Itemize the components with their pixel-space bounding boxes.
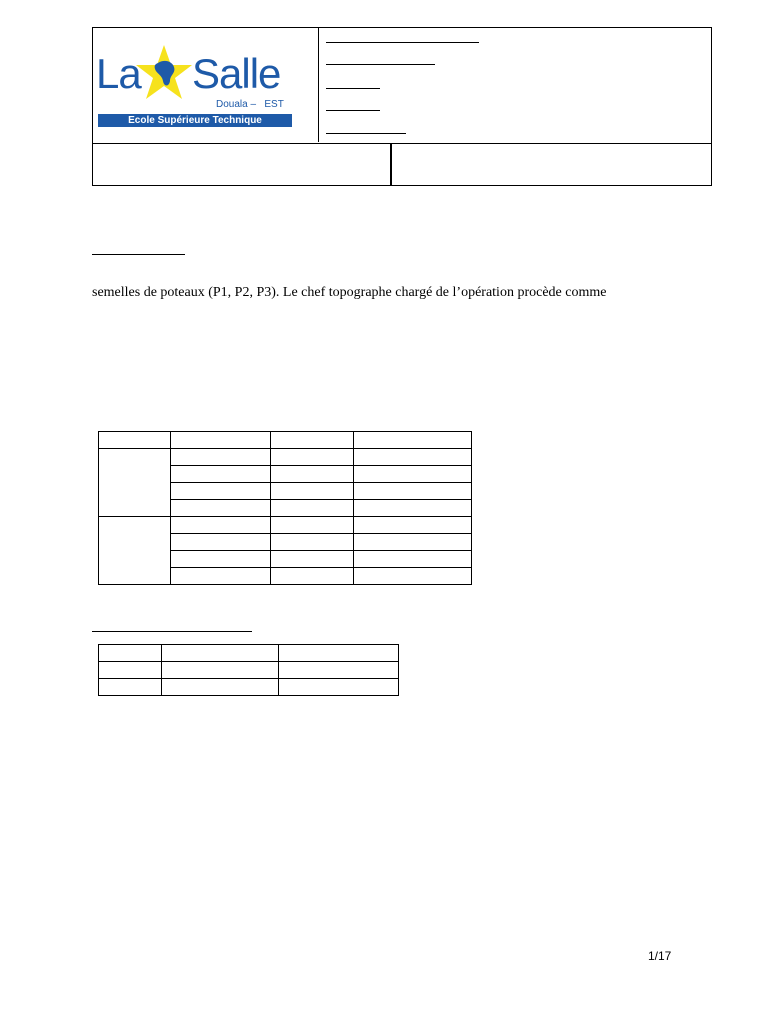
section-heading-line (92, 254, 185, 255)
table-header-cell (171, 432, 271, 449)
header-field-line-1 (326, 42, 479, 43)
table-cell (99, 679, 162, 696)
table-cell (354, 500, 472, 517)
table-cell (354, 551, 472, 568)
logo-name-left: La (96, 50, 141, 97)
table-row (99, 662, 399, 679)
logo-name-right: Salle (192, 50, 281, 97)
table-cell (271, 568, 354, 585)
table-cell (354, 534, 472, 551)
header-bottom-right-cell (390, 143, 712, 186)
table-cell (271, 449, 354, 466)
header-field-line-3 (326, 88, 380, 89)
table-row (99, 449, 472, 466)
table-row (99, 432, 472, 449)
table-header-cell (271, 432, 354, 449)
table-header-cell (354, 432, 472, 449)
table-cell (271, 500, 354, 517)
table-cell (171, 517, 271, 534)
table-cell (271, 534, 354, 551)
table-cell (162, 679, 279, 696)
table-cell (354, 517, 472, 534)
table-row (99, 517, 472, 534)
table-cell (171, 500, 271, 517)
logo-location: Douala – EST (216, 99, 284, 110)
table-cell (271, 517, 354, 534)
table-cell (354, 449, 472, 466)
header-field-line-5 (326, 133, 406, 134)
table-cell (279, 679, 399, 696)
document-header (92, 27, 712, 186)
page-number: 1/17 (648, 949, 672, 963)
header-divider (318, 27, 319, 142)
table-cell (171, 466, 271, 483)
table-cell (271, 483, 354, 500)
star-africa-icon (134, 43, 194, 103)
body-paragraph: semelles de poteaux (P1, P2, P3). Le chef topographe chargé de l’opération procède comme (92, 285, 607, 300)
table-cell (354, 466, 472, 483)
table-cell (279, 662, 399, 679)
table-cell (162, 662, 279, 679)
table-group-cell (99, 517, 171, 585)
table-cell (171, 568, 271, 585)
table-header-cell (162, 645, 279, 662)
table-row (99, 645, 399, 662)
measurements-table (98, 431, 472, 585)
table-cell (271, 466, 354, 483)
table-cell (99, 662, 162, 679)
table-cell (271, 551, 354, 568)
table-group-cell (99, 449, 171, 517)
section-heading-line-2 (92, 631, 252, 632)
header-bottom-left-cell (92, 143, 392, 186)
table-row (99, 679, 399, 696)
table-cell (171, 534, 271, 551)
school-logo (96, 50, 296, 129)
table-header-cell (279, 645, 399, 662)
table-cell (171, 551, 271, 568)
header-field-line-2 (326, 64, 435, 65)
table-cell (354, 483, 472, 500)
table-header-cell (99, 432, 171, 449)
results-table (98, 644, 399, 696)
table-cell (171, 449, 271, 466)
header-field-line-4 (326, 110, 380, 111)
table-cell (354, 568, 472, 585)
table-header-cell (99, 645, 162, 662)
logo-school-name: Ecole Supérieure Technique (98, 114, 292, 127)
table-cell (171, 483, 271, 500)
